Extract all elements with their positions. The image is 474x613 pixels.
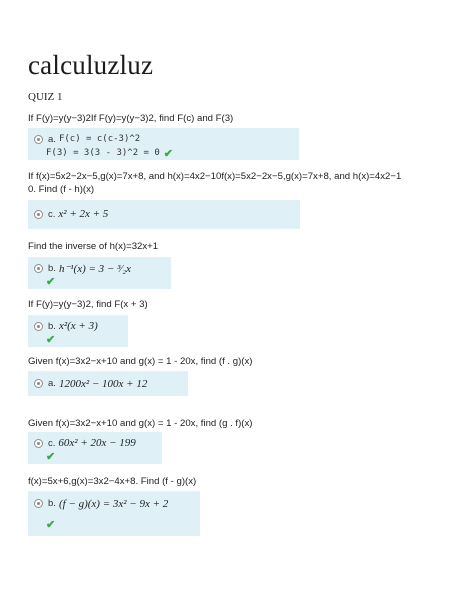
question-3: Find the inverse of h(x)=32x+1 [28, 241, 159, 252]
answer-box-2 [28, 200, 300, 229]
radio-selected-icon[interactable] [34, 210, 43, 219]
quiz-label: QUIZ 1 [28, 91, 63, 103]
radio-selected-icon[interactable] [34, 379, 43, 388]
answer-letter: b. [48, 498, 56, 509]
answer-letter: a. [48, 133, 56, 145]
radio-selected-icon[interactable] [34, 264, 43, 273]
question-2-line-2: 0. Find (f - h)(x) [28, 183, 95, 195]
question-4: If F(y)=y(y−3)2, find F(x + 3) [28, 299, 148, 310]
radio-selected-icon[interactable] [34, 322, 43, 331]
radio-selected-icon[interactable] [34, 135, 43, 144]
answer-math: (f − g)(x) = 3x² − 9x + 2 [58, 497, 169, 510]
answer-math: x²(x + 3) [58, 320, 98, 332]
answer-letter: c. [48, 437, 56, 449]
check-icon: ✔ [46, 334, 56, 346]
answer-line-2: F(3) = 3(3 - 3)^2 = 0 [46, 148, 160, 158]
answer-letter: b. [48, 262, 56, 274]
answer-box-6 [28, 432, 162, 464]
answer-line-1: F(c) = c(c-3)^2 [58, 134, 141, 144]
answer-math: 1200x² − 100x + 12 [58, 377, 148, 390]
answer-math: h⁻¹(x) = 3 − ³⁄₂x [58, 262, 131, 275]
answer-letter: a. [48, 378, 56, 389]
answer-box-4 [28, 315, 128, 347]
question-2-line-1: If f(x)=5x2−2x−5,g(x)=7x+8, and h(x)=4x2−10f(x)=5x2−2x−5,g(x)=7x+8, and h(x)=4x2−1 [28, 171, 402, 182]
answer-letter: c. [48, 208, 56, 220]
question-7: f(x)=5x+6,g(x)=3x2−4x+8. Find (f - g)(x) [28, 476, 197, 487]
check-icon: ✔ [163, 147, 174, 160]
check-icon: ✔ [46, 276, 56, 288]
check-icon: ✔ [46, 451, 56, 463]
document-title: calculuzluz [28, 50, 154, 80]
radio-selected-icon[interactable] [34, 439, 43, 448]
question-6: Given f(x)=3x2−x+10 and g(x) = 1 - 20x, find (g . f)(x) [28, 418, 253, 429]
question-2 [28, 171, 454, 196]
answer-math: 60x² + 20x − 199 [58, 437, 136, 449]
radio-selected-icon[interactable] [34, 499, 43, 508]
answer-letter: b. [48, 320, 56, 332]
check-icon: ✔ [46, 519, 56, 531]
answer-box-3 [28, 257, 171, 289]
answer-box-7 [28, 491, 200, 536]
question-5: Given f(x)=3x2−x+10 and g(x) = 1 - 20x, find (f . g)(x) [28, 356, 253, 367]
question-1: If F(y)=y(y−3)2If F(y)=y(y−3)2, find F(c) and F(3) [28, 113, 234, 124]
answer-box-5 [28, 371, 188, 396]
answer-math: x² + 2x + 5 [58, 208, 109, 220]
answer-box-1 [28, 128, 299, 160]
